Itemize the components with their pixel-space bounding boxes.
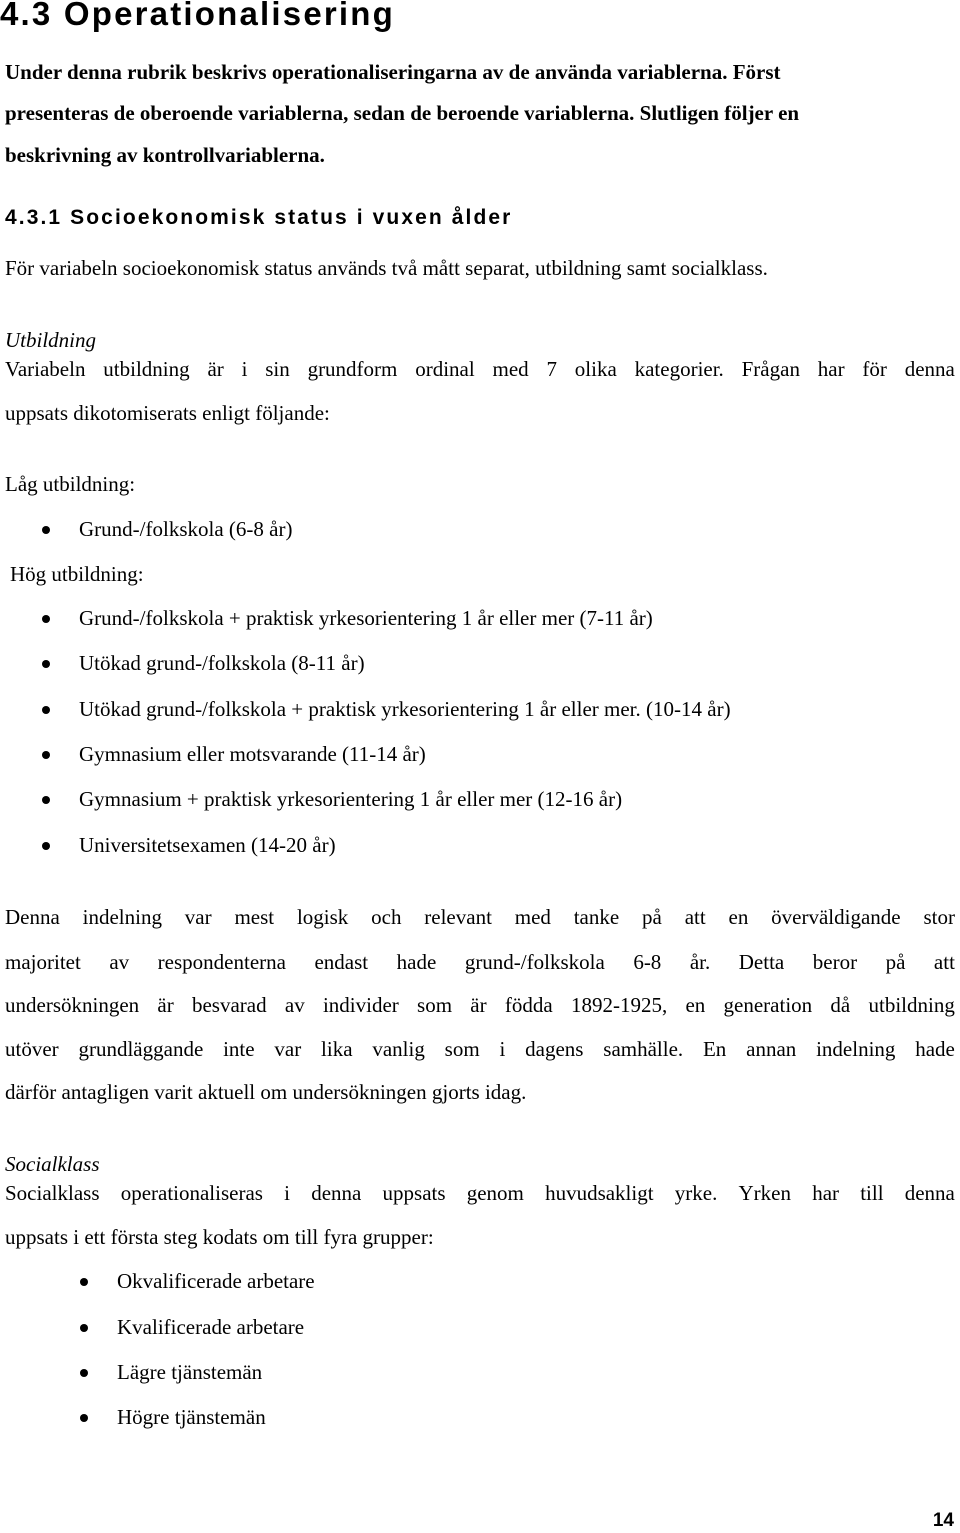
utbildning-heading: Utbildning <box>5 328 97 352</box>
discussion-line-4-text-word: samhälle. <box>603 1037 684 1061</box>
socialklass-heading: Socialklass <box>5 1152 100 1176</box>
discussion-line-4-text-word: i <box>499 1037 506 1061</box>
discussion-line-4-text-word: som <box>444 1037 480 1061</box>
discussion-line-2-text-word: grund-/folkskola <box>464 950 605 974</box>
discussion-line-2-text-word: av <box>109 950 130 974</box>
socialklass-para-line-2: uppsats i ett första steg kodats om till fyra grupper: <box>5 1225 434 1249</box>
utbildning-para-line-1-text-word: ordinal <box>415 357 475 381</box>
high-education-item: Gymnasium + praktisk yrkesorientering 1 år eller mer (12-16 år) <box>79 787 623 811</box>
utbildning-para-line-1-text-word: utbildning <box>103 357 190 381</box>
bullet-icon <box>80 1324 88 1332</box>
discussion-line-3-text-word: individer <box>322 993 399 1017</box>
socialklass-item: Okvalificerade arbetare <box>117 1269 315 1293</box>
discussion-line-4 <box>5 1036 955 1062</box>
discussion-line-4-text-word: var <box>274 1037 302 1061</box>
discussion-line-1-text-word: en <box>728 905 749 929</box>
utbildning-para-line-1-text-word: sin <box>265 357 290 381</box>
subsection-heading: 4.3.1 Socioekonomisk status i vuxen ålder <box>5 206 513 229</box>
discussion-line-3-text-word: är <box>470 993 487 1017</box>
socialklass-para-line-1-text-word: huvudsakligt <box>545 1181 654 1205</box>
discussion-line-4-text-word: hade <box>915 1037 955 1061</box>
socialklass-para-line-1-text-word: till <box>860 1181 884 1205</box>
bullet-icon <box>80 1278 88 1286</box>
bullet-icon <box>80 1414 88 1422</box>
discussion-line-1-text-word: och <box>371 905 402 929</box>
discussion-line-4-text-word: vanlig <box>372 1037 425 1061</box>
utbildning-para-line-1-text-word: kategorier. <box>634 357 724 381</box>
utbildning-para-line-1-text-word: med <box>492 357 529 381</box>
discussion-line-4-text-word: dagens <box>525 1037 584 1061</box>
discussion-line-2-text-word: hade <box>396 950 437 974</box>
utbildning-para-line-1-text-word: 7 <box>546 357 557 381</box>
socialklass-item: Högre tjänstemän <box>117 1405 266 1429</box>
discussion-line-4-text-word: En <box>702 1037 727 1061</box>
intro-line-3: beskrivning av kontrollvariablerna. <box>5 143 325 167</box>
low-education-label: Låg utbildning: <box>5 472 136 496</box>
utbildning-para-line-1-text-word: har <box>817 357 845 381</box>
bullet-icon <box>42 615 50 623</box>
utbildning-para-line-1-text-word: grundform <box>307 357 398 381</box>
socialklass-para-line-1-text-word: i <box>284 1181 290 1205</box>
discussion-line-2-text-word: 6-8 <box>633 950 662 974</box>
discussion-line-3-text-word: 1892-1925, <box>570 993 668 1017</box>
socialklass-para-line-1-text-word: denna <box>311 1181 362 1205</box>
socialklass-para-line-1-text-word: operationaliseras <box>120 1181 263 1205</box>
discussion-line-3-text-word: besvarad <box>191 993 267 1017</box>
bullet-icon <box>42 751 50 759</box>
socialklass-item: Lägre tjänstemän <box>117 1360 263 1384</box>
discussion-line-3-text-word: en <box>685 993 706 1017</box>
discussion-line-3-text-word: undersökningen <box>5 993 140 1017</box>
discussion-line-1-text-word: indelning <box>82 905 162 929</box>
bullet-icon <box>42 526 50 534</box>
discussion-line-2-text-word: Detta <box>738 950 785 974</box>
discussion-line-2-text-word: att <box>933 950 955 974</box>
subsection-intro: För variabeln socioekonomisk status används två mått separat, utbildning samt socialklass. <box>5 256 768 280</box>
discussion-line-3-text-word: utbildning <box>868 993 955 1017</box>
utbildning-para-line-1-text-word: för <box>862 357 887 381</box>
socialklass-para-line-1-text-word: denna <box>904 1181 955 1205</box>
page-number: 14 <box>932 1510 954 1531</box>
discussion-line-5: därför antagligen varit aktuell om undersökningen gjorts idag. <box>5 1080 527 1104</box>
high-education-item: Universitetsexamen (14-20 år) <box>79 833 336 857</box>
discussion-line-3-text-word: då <box>830 993 851 1017</box>
discussion-line-1-text-word: att <box>684 905 706 929</box>
utbildning-para-line-1-text-word: olika <box>574 357 617 381</box>
intro-line-1: Under denna rubrik beskrivs operationaliseringarna av de använda variablerna. Först <box>5 60 781 84</box>
utbildning-para-line-1-text-word: är <box>207 357 224 381</box>
high-education-item: Utökad grund-/folkskola (8-11 år) <box>79 651 365 675</box>
utbildning-para-line-1 <box>5 356 955 382</box>
high-education-label: Hög utbildning: <box>10 562 144 586</box>
socialklass-para-line-1-text-word: Yrken <box>738 1181 791 1205</box>
discussion-line-1-text-word: överväldigande <box>771 905 901 929</box>
discussion-line-4-text-word: lika <box>321 1037 353 1061</box>
discussion-line-2-text-word: år. <box>689 950 711 974</box>
socialklass-item: Kvalificerade arbetare <box>117 1315 305 1339</box>
utbildning-para-line-2: uppsats dikotomiserats enligt följande: <box>5 401 330 425</box>
socialklass-para-line-1-text-word: uppsats <box>382 1181 446 1205</box>
low-education-item: Grund-/folkskola (6-8 år) <box>79 517 293 541</box>
bullet-icon <box>42 660 50 668</box>
discussion-line-3 <box>5 992 955 1018</box>
discussion-line-4-text-word: grundläggande <box>78 1037 204 1061</box>
discussion-line-2-text-word: på <box>885 950 906 974</box>
socialklass-para-line-1 <box>5 1180 955 1206</box>
bullet-icon <box>42 706 50 714</box>
discussion-line-1-text-word: på <box>642 905 662 929</box>
discussion-line-1-text-word: var <box>184 905 212 929</box>
discussion-line-3-text-word: som <box>417 993 453 1017</box>
discussion-line-2-text-word: endast <box>314 950 369 974</box>
utbildning-para-line-1-text-word: Frågan <box>741 357 800 381</box>
discussion-line-4-text-word: inte <box>223 1037 255 1061</box>
discussion-line-1-text-word: logisk <box>296 905 349 929</box>
section-heading: 4.3 Operationalisering <box>0 0 396 32</box>
discussion-line-3-text-word: födda <box>504 993 553 1017</box>
discussion-line-2-text-word: beror <box>812 950 858 974</box>
discussion-line-1 <box>5 904 955 930</box>
discussion-line-4-text-word: utöver <box>5 1037 59 1061</box>
discussion-line-1-text-word: tanke <box>573 905 620 929</box>
high-education-item: Gymnasium eller motsvarande (11-14 år) <box>79 742 426 766</box>
discussion-line-2-text-word: respondenterna <box>157 950 286 974</box>
discussion-line-2-text-word: majoritet <box>5 950 81 974</box>
high-education-item: Utökad grund-/folkskola + praktisk yrkesorientering 1 år eller mer. (10-14 år) <box>79 697 731 721</box>
discussion-line-4-text-word: indelning <box>816 1037 896 1061</box>
bullet-icon <box>42 796 50 804</box>
intro-line-2: presenteras de oberoende variablerna, sedan de beroende variablerna. Slutligen följer en <box>5 101 800 125</box>
bullet-icon <box>80 1369 88 1377</box>
discussion-line-4-text-word: annan <box>746 1037 797 1061</box>
socialklass-para-line-1-text-word: har <box>812 1181 840 1205</box>
bullet-icon <box>42 842 50 850</box>
utbildning-para-line-1-text-word: i <box>241 357 248 381</box>
discussion-line-1-text-word: med <box>514 905 551 929</box>
discussion-line-3-text-word: generation <box>723 993 813 1017</box>
high-education-item: Grund-/folkskola + praktisk yrkesorientering 1 år eller mer (7-11 år) <box>79 606 653 630</box>
utbildning-para-line-1-text-word: denna <box>904 357 955 381</box>
socialklass-para-line-1-text-word: yrke. <box>674 1181 718 1205</box>
discussion-line-1-text-word: stor <box>923 905 955 929</box>
discussion-line-1-text-word: mest <box>234 905 275 929</box>
discussion-line-3-text-word: av <box>284 993 305 1017</box>
discussion-line-3-text-word: är <box>157 993 174 1017</box>
discussion-line-2 <box>5 949 955 975</box>
discussion-line-1-text-word: Denna <box>5 905 60 929</box>
socialklass-para-line-1-text-word: Socialklass <box>5 1181 100 1205</box>
utbildning-para-line-1-text-word: Variabeln <box>5 357 86 381</box>
discussion-line-1-text-word: relevant <box>424 905 492 929</box>
socialklass-para-line-1-text-word: genom <box>466 1181 524 1205</box>
